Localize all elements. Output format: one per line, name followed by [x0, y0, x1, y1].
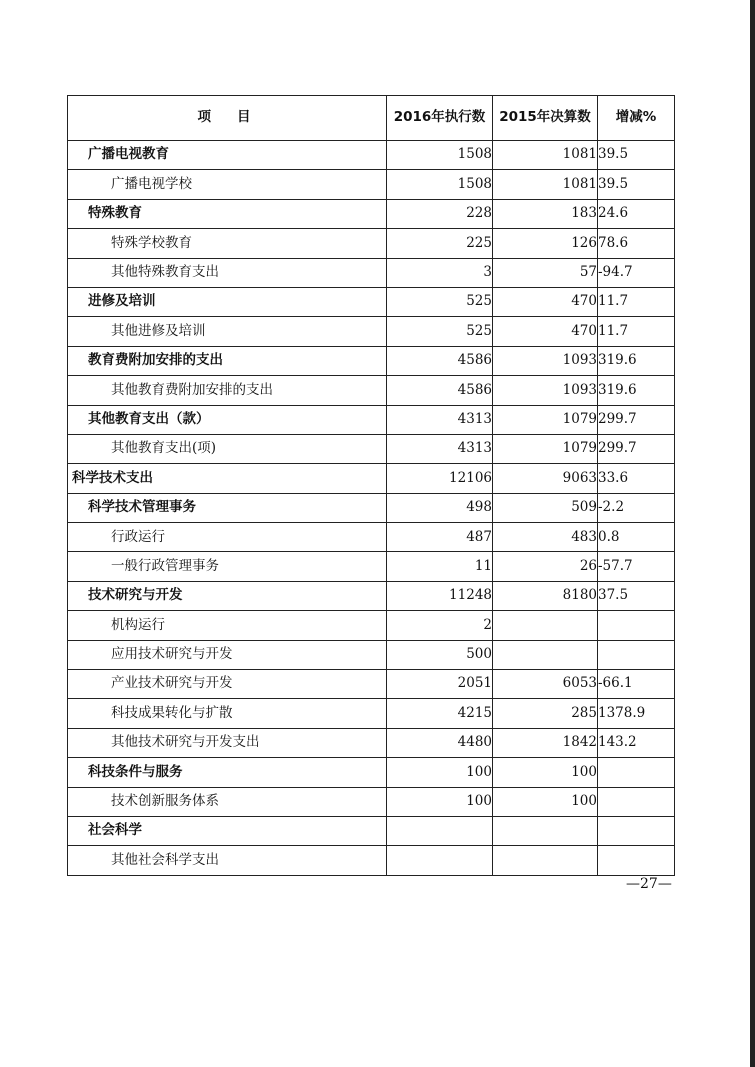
row-change-percent: 37.5 — [598, 581, 675, 610]
row-item-name: 其他社会科学支出 — [68, 846, 387, 875]
table-row — [68, 670, 675, 699]
row-2015-value: 1081 — [493, 141, 598, 170]
row-change-percent: 11.7 — [598, 317, 675, 346]
row-2016-value: 498 — [387, 493, 493, 522]
row-item-name: 社会科学 — [68, 816, 387, 845]
row-change-percent: 78.6 — [598, 229, 675, 258]
row-change-percent: 1378.9 — [598, 699, 675, 728]
budget-table — [67, 95, 675, 876]
row-2016-value: 2051 — [387, 670, 493, 699]
row-change-percent: -2.2 — [598, 493, 675, 522]
row-item-name: 产业技术研究与开发 — [68, 670, 387, 699]
table-row — [68, 464, 675, 493]
row-change-percent — [598, 816, 675, 845]
row-2016-value: 525 — [387, 287, 493, 316]
table-row — [68, 787, 675, 816]
table-row — [68, 434, 675, 463]
table-row — [68, 376, 675, 405]
scan-edge — [750, 0, 755, 1067]
row-change-percent: 0.8 — [598, 523, 675, 552]
row-change-percent — [598, 846, 675, 875]
row-2015-value: 285 — [493, 699, 598, 728]
row-2015-value: 26 — [493, 552, 598, 581]
row-2015-value: 57 — [493, 258, 598, 287]
row-item-name: 特殊教育 — [68, 199, 387, 228]
row-item-name: 行政运行 — [68, 523, 387, 552]
row-2016-value: 487 — [387, 523, 493, 552]
row-2015-value: 1079 — [493, 405, 598, 434]
row-2016-value: 1508 — [387, 170, 493, 199]
row-change-percent — [598, 758, 675, 787]
row-change-percent: 11.7 — [598, 287, 675, 316]
row-change-percent: 299.7 — [598, 405, 675, 434]
row-item-name: 科学技术管理事务 — [68, 493, 387, 522]
table-row — [68, 317, 675, 346]
table-row — [68, 758, 675, 787]
row-item-name: 其他进修及培训 — [68, 317, 387, 346]
row-change-percent — [598, 787, 675, 816]
header-item: 项目 — [68, 96, 387, 141]
row-2015-value: 1079 — [493, 434, 598, 463]
row-change-percent: 39.5 — [598, 170, 675, 199]
row-item-name: 其他教育支出（款） — [68, 405, 387, 434]
table-row — [68, 816, 675, 845]
row-item-name: 广播电视学校 — [68, 170, 387, 199]
row-item-name: 特殊学校教育 — [68, 229, 387, 258]
row-2016-value — [387, 816, 493, 845]
table-row — [68, 846, 675, 875]
page-number: —27— — [626, 876, 672, 892]
header-change-percent: 增减% — [598, 96, 675, 141]
table-row — [68, 728, 675, 757]
table-row — [68, 523, 675, 552]
table-row — [68, 699, 675, 728]
row-2015-value: 9063 — [493, 464, 598, 493]
row-item-name: 教育费附加安排的支出 — [68, 346, 387, 375]
row-2015-value: 100 — [493, 787, 598, 816]
row-item-name: 一般行政管理事务 — [68, 552, 387, 581]
row-2016-value: 525 — [387, 317, 493, 346]
row-2015-value: 8180 — [493, 581, 598, 610]
table-row — [68, 581, 675, 610]
row-item-name: 广播电视教育 — [68, 141, 387, 170]
row-2015-value — [493, 640, 598, 669]
row-change-percent: 299.7 — [598, 434, 675, 463]
row-2015-value: 6053 — [493, 670, 598, 699]
table-header-row — [68, 96, 675, 141]
row-2015-value — [493, 611, 598, 640]
row-change-percent: 39.5 — [598, 141, 675, 170]
row-change-percent: -66.1 — [598, 670, 675, 699]
row-2015-value: 1081 — [493, 170, 598, 199]
row-item-name: 科学技术支出 — [68, 464, 387, 493]
table-body — [68, 141, 675, 876]
row-2015-value — [493, 816, 598, 845]
row-2015-value — [493, 846, 598, 875]
row-item-name: 其他特殊教育支出 — [68, 258, 387, 287]
table-row — [68, 611, 675, 640]
row-2016-value: 4215 — [387, 699, 493, 728]
table-row — [68, 405, 675, 434]
table-row — [68, 170, 675, 199]
row-2016-value: 4480 — [387, 728, 493, 757]
header-2016-executed: 2016年执行数 — [387, 96, 493, 141]
table-row — [68, 640, 675, 669]
row-2015-value: 183 — [493, 199, 598, 228]
row-2015-value: 1093 — [493, 376, 598, 405]
row-2016-value: 4586 — [387, 346, 493, 375]
row-item-name: 科技成果转化与扩散 — [68, 699, 387, 728]
row-2015-value: 1842 — [493, 728, 598, 757]
table-row — [68, 258, 675, 287]
row-item-name: 技术创新服务体系 — [68, 787, 387, 816]
row-change-percent: 143.2 — [598, 728, 675, 757]
row-2016-value: 2 — [387, 611, 493, 640]
row-item-name: 其他技术研究与开发支出 — [68, 728, 387, 757]
row-change-percent — [598, 611, 675, 640]
row-2016-value: 500 — [387, 640, 493, 669]
row-item-name: 其他教育费附加安排的支出 — [68, 376, 387, 405]
row-change-percent: 33.6 — [598, 464, 675, 493]
row-item-name: 应用技术研究与开发 — [68, 640, 387, 669]
row-change-percent: -57.7 — [598, 552, 675, 581]
table-row — [68, 493, 675, 522]
row-2015-value: 470 — [493, 287, 598, 316]
row-2016-value: 1508 — [387, 141, 493, 170]
row-item-name: 机构运行 — [68, 611, 387, 640]
table-row — [68, 287, 675, 316]
row-2016-value: 100 — [387, 787, 493, 816]
row-change-percent: 319.6 — [598, 346, 675, 375]
row-2016-value: 11248 — [387, 581, 493, 610]
row-item-name: 技术研究与开发 — [68, 581, 387, 610]
row-2016-value: 4313 — [387, 405, 493, 434]
row-2016-value: 228 — [387, 199, 493, 228]
row-2016-value: 4313 — [387, 434, 493, 463]
row-2016-value: 11 — [387, 552, 493, 581]
row-2016-value: 4586 — [387, 376, 493, 405]
row-change-percent: 24.6 — [598, 199, 675, 228]
row-2016-value: 3 — [387, 258, 493, 287]
row-2016-value: 12106 — [387, 464, 493, 493]
row-change-percent: 319.6 — [598, 376, 675, 405]
table-row — [68, 199, 675, 228]
row-2015-value: 509 — [493, 493, 598, 522]
row-2015-value: 483 — [493, 523, 598, 552]
header-2015-final: 2015年决算数 — [493, 96, 598, 141]
table-row — [68, 141, 675, 170]
row-2015-value: 470 — [493, 317, 598, 346]
row-change-percent: -94.7 — [598, 258, 675, 287]
row-change-percent — [598, 640, 675, 669]
row-2016-value: 100 — [387, 758, 493, 787]
row-2015-value: 100 — [493, 758, 598, 787]
row-2015-value: 1093 — [493, 346, 598, 375]
row-2016-value: 225 — [387, 229, 493, 258]
row-item-name: 科技条件与服务 — [68, 758, 387, 787]
row-2016-value — [387, 846, 493, 875]
row-2015-value: 126 — [493, 229, 598, 258]
row-item-name: 其他教育支出(项) — [68, 434, 387, 463]
row-item-name: 进修及培训 — [68, 287, 387, 316]
table-row — [68, 229, 675, 258]
table-row — [68, 346, 675, 375]
table-row — [68, 552, 675, 581]
